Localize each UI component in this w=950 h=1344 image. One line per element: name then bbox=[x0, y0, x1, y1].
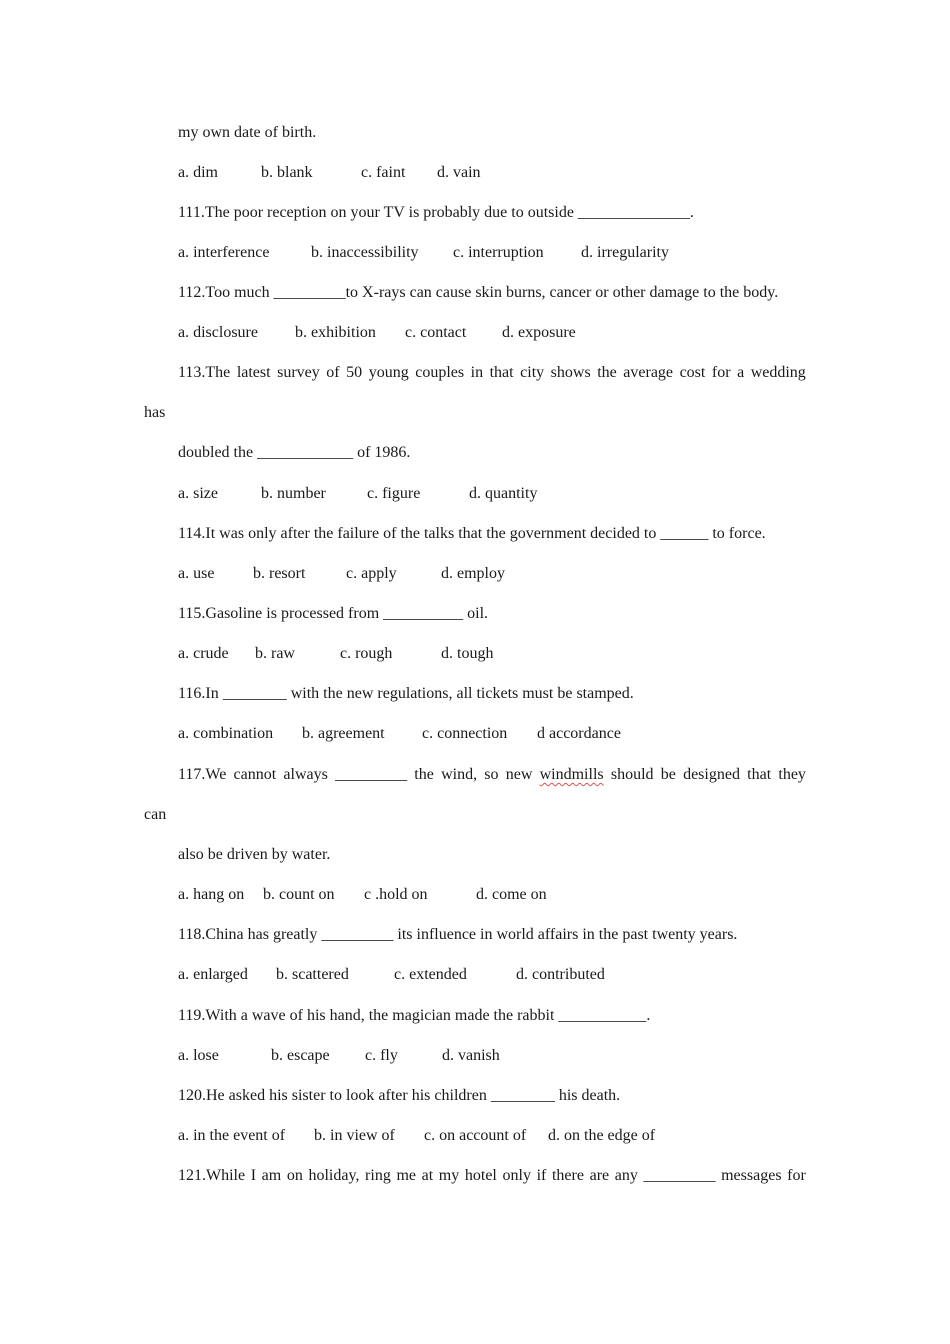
option-a: a. hang on bbox=[178, 886, 245, 903]
option-a: a. use bbox=[178, 565, 215, 582]
option-c: c. fly bbox=[365, 1047, 398, 1064]
option-d: d. quantity bbox=[469, 485, 538, 502]
word: that bbox=[489, 364, 514, 381]
option-c: c. contact bbox=[405, 324, 467, 341]
option-a: a. lose bbox=[178, 1047, 219, 1064]
word: survey bbox=[277, 364, 320, 381]
word: latest bbox=[236, 364, 271, 381]
option-c: c. extended bbox=[394, 966, 467, 983]
word: 50 bbox=[346, 364, 363, 381]
word: ring bbox=[365, 1167, 391, 1184]
word: 117.We bbox=[178, 766, 227, 783]
word: for bbox=[711, 364, 731, 381]
option-c: c. connection bbox=[422, 725, 508, 742]
word: wedding bbox=[750, 364, 806, 381]
option-b: b. agreement bbox=[302, 725, 385, 742]
question-117-line2: can bbox=[144, 806, 167, 823]
question-113-line3: doubled the ____________ of 1986. bbox=[178, 444, 411, 461]
word: 121.While bbox=[178, 1167, 246, 1184]
option-d: d. contributed bbox=[516, 966, 605, 983]
word: be bbox=[660, 766, 676, 783]
option-d: d. vain bbox=[437, 164, 481, 181]
word: city bbox=[520, 364, 545, 381]
option-b: b. in view of bbox=[314, 1127, 395, 1144]
word: a bbox=[737, 364, 745, 381]
word: only bbox=[502, 1167, 531, 1184]
word: for bbox=[787, 1167, 806, 1184]
word: new bbox=[505, 766, 533, 783]
word: shows bbox=[550, 364, 591, 381]
option-a: a. dim bbox=[178, 164, 218, 181]
word: my bbox=[438, 1167, 460, 1184]
option-a: a. in the event of bbox=[178, 1127, 286, 1144]
word: me bbox=[396, 1167, 416, 1184]
word: on bbox=[286, 1167, 303, 1184]
spellcheck-word: windmills bbox=[539, 766, 604, 783]
word: the bbox=[597, 364, 617, 381]
question-117-line1 bbox=[178, 765, 806, 785]
option-c: c. interruption bbox=[453, 244, 544, 261]
word: 113.The bbox=[178, 364, 231, 381]
question-117-line3: also be driven by water. bbox=[178, 846, 331, 863]
question-116: 116.In ________ with the new regulations, all tickets must be stamped. bbox=[178, 685, 634, 702]
word: should bbox=[610, 766, 654, 783]
option-b: b. count on bbox=[263, 886, 335, 903]
question-113-line2: has bbox=[144, 404, 166, 421]
word: are bbox=[589, 1167, 610, 1184]
question-121-line1 bbox=[178, 1166, 806, 1186]
text-line: my own date of birth. bbox=[178, 124, 317, 141]
word: _________ bbox=[643, 1167, 716, 1184]
word: that bbox=[747, 766, 772, 783]
option-b: b. number bbox=[261, 485, 326, 502]
option-b: b. escape bbox=[271, 1047, 330, 1064]
word: cannot bbox=[233, 766, 277, 783]
option-b: b. inaccessibility bbox=[311, 244, 419, 261]
question-115: 115.Gasoline is processed from __________ oil. bbox=[178, 605, 489, 622]
word: average bbox=[623, 364, 674, 381]
option-c: c. figure bbox=[367, 485, 421, 502]
word: of bbox=[326, 364, 340, 381]
option-d: d. come on bbox=[476, 886, 547, 903]
option-a: a. interference bbox=[178, 244, 270, 261]
option-c: c .hold on bbox=[364, 886, 428, 903]
option-b: b. exhibition bbox=[295, 324, 376, 341]
option-b: b. resort bbox=[253, 565, 306, 582]
option-a: a. crude bbox=[178, 645, 229, 662]
option-d: d accordance bbox=[537, 725, 621, 742]
option-a: a. combination bbox=[178, 725, 274, 742]
option-b: b. raw bbox=[255, 645, 295, 662]
word: am bbox=[261, 1167, 282, 1184]
option-a: a. size bbox=[178, 485, 218, 502]
question-119: 119.With a wave of his hand, the magician made the rabbit ___________. bbox=[178, 1007, 651, 1024]
word: _________ bbox=[335, 766, 408, 783]
option-c: c. faint bbox=[361, 164, 406, 181]
word: hotel bbox=[464, 1167, 497, 1184]
word: at bbox=[421, 1167, 434, 1184]
option-a: a. disclosure bbox=[178, 324, 258, 341]
word: any bbox=[614, 1167, 638, 1184]
question-118: 118.China has greatly _________ its influence in world affairs in the past twenty years. bbox=[178, 926, 738, 943]
word: there bbox=[551, 1167, 584, 1184]
option-d: d. vanish bbox=[442, 1047, 500, 1064]
question-112: 112.Too much _________to X-rays can cause skin burns, cancer or other damage to the body. bbox=[178, 284, 779, 301]
question-111: 111.The poor reception on your TV is probably due to outside ______________. bbox=[178, 204, 694, 221]
word: so bbox=[484, 766, 499, 783]
word: always bbox=[283, 766, 328, 783]
question-120: 120.He asked his sister to look after his children ________ his death. bbox=[178, 1087, 621, 1104]
word: the bbox=[414, 766, 434, 783]
word: they bbox=[778, 766, 806, 783]
option-a: a. enlarged bbox=[178, 966, 248, 983]
word: in bbox=[470, 364, 484, 381]
word: messages bbox=[721, 1167, 782, 1184]
option-c: c. apply bbox=[346, 565, 397, 582]
option-c: c. rough bbox=[340, 645, 393, 662]
word: couples bbox=[415, 364, 465, 381]
word: designed bbox=[683, 766, 740, 783]
option-b: b. blank bbox=[261, 164, 313, 181]
word: I bbox=[250, 1167, 257, 1184]
question-113-line1 bbox=[178, 363, 806, 383]
option-d: d. irregularity bbox=[581, 244, 669, 261]
option-d: d. tough bbox=[441, 645, 494, 662]
word: cost bbox=[679, 364, 706, 381]
word: young bbox=[368, 364, 409, 381]
option-d: d. exposure bbox=[502, 324, 576, 341]
word: holiday, bbox=[308, 1167, 360, 1184]
option-d: d. employ bbox=[441, 565, 505, 582]
option-c: c. on account of bbox=[424, 1127, 527, 1144]
word: wind, bbox=[441, 766, 478, 783]
option-b: b. scattered bbox=[276, 966, 349, 983]
question-114: 114.It was only after the failure of the talks that the government decided to ______ to force. bbox=[178, 525, 766, 542]
word: if bbox=[536, 1167, 547, 1184]
option-d: d. on the edge of bbox=[548, 1127, 656, 1144]
